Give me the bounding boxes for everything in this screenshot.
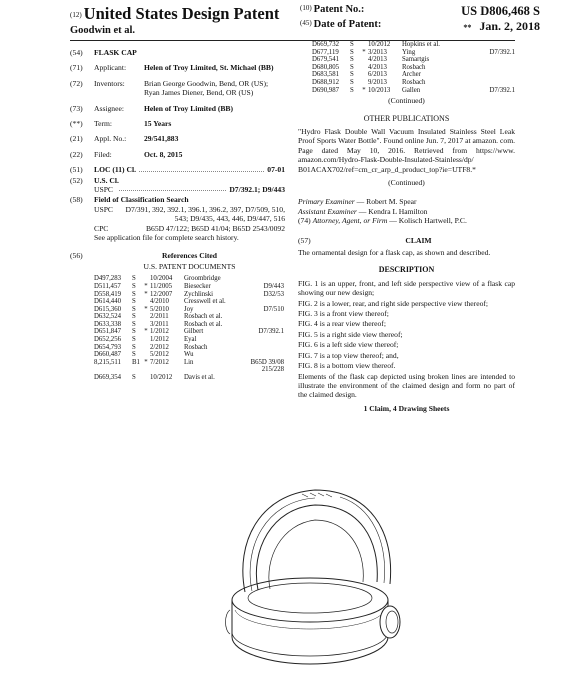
header-right xyxy=(300,4,540,34)
ref-kind: S xyxy=(350,48,354,56)
patent-date-label: Date of Patent: xyxy=(313,19,382,30)
ref-class: D7/392.1 xyxy=(489,86,515,94)
handle-contour xyxy=(250,498,315,591)
ref-patent-number: D688,912 xyxy=(312,78,339,86)
reference-row xyxy=(94,328,284,336)
ref-date: 10/2012 xyxy=(150,374,173,382)
inid-code: (52) xyxy=(70,175,83,185)
description-body xyxy=(298,279,515,400)
patent-title-text: United States Design Patent xyxy=(83,4,280,23)
description-paragraph: FIG. 3 is a front view thereof; xyxy=(298,309,389,319)
field-label: Filed: xyxy=(94,149,112,159)
reference-row xyxy=(94,374,284,382)
references-table-left xyxy=(94,275,284,381)
ref-date: 2/2011 xyxy=(150,313,169,321)
other-publications-title: OTHER PUBLICATIONS xyxy=(363,113,450,123)
ref-kind: S xyxy=(132,282,136,290)
biblio-field xyxy=(70,104,285,113)
reference-row xyxy=(94,344,284,352)
reference-row xyxy=(312,56,515,64)
cpc-label: CPC xyxy=(94,223,109,233)
ref-date: 1/2012 xyxy=(150,328,169,336)
reference-row xyxy=(94,306,284,314)
date-stars: ** xyxy=(463,23,472,32)
field-label: Inventors: xyxy=(94,78,125,88)
ref-cited-by-examiner xyxy=(142,313,150,321)
ref-patent-number: D651,847 xyxy=(94,328,121,336)
references-header xyxy=(70,251,285,260)
field-label: Assignee: xyxy=(94,103,124,113)
ref-inventor: Cresswell et al. xyxy=(184,298,226,306)
field-value: Oct. 8, 2015 xyxy=(144,149,183,159)
field-search-uspc xyxy=(70,205,285,224)
references-title: References Cited xyxy=(162,250,217,260)
ref-kind: S xyxy=(350,71,354,79)
handle-inner-edge xyxy=(256,505,377,590)
ref-date: 4/2010 xyxy=(150,298,169,306)
ref-patent-number: 8,215,511 xyxy=(94,358,121,366)
description-paragraph: FIG. 6 is a left side view thereof; xyxy=(298,340,399,350)
ref-date: 9/2013 xyxy=(368,78,387,86)
ref-class: D9/443 xyxy=(263,282,284,290)
field-label: Appl. No.: xyxy=(94,134,127,144)
inid-code: (56) xyxy=(70,250,83,260)
ref-cited-by-examiner xyxy=(360,71,368,79)
us-cl-value: D7/392.1; D9/443 xyxy=(229,185,285,195)
ref-patent-number: D558,419 xyxy=(94,290,121,298)
ref-class xyxy=(240,374,284,382)
attorney-label: Attorney, Agent, or Firm xyxy=(312,216,388,226)
loc-label: LOC (11) Cl. xyxy=(94,165,136,175)
ref-patent-number: D652,256 xyxy=(94,336,121,344)
reference-row xyxy=(312,49,515,57)
ref-cited-by-examiner xyxy=(142,374,150,382)
ref-date: 3/2011 xyxy=(150,320,169,328)
inid-code: (54) xyxy=(70,48,83,57)
description-paragraph: FIG. 7 is a top view thereof; and, xyxy=(298,350,399,360)
ref-patent-number: D690,987 xyxy=(312,86,339,94)
ref-kind: S xyxy=(350,86,354,94)
claim-header xyxy=(298,236,515,245)
reference-row xyxy=(312,64,515,72)
ref-class xyxy=(240,275,284,283)
uspc-label: USPC xyxy=(94,185,113,195)
primary-examiner-name: — Robert M. Spear xyxy=(356,197,417,207)
loc-field xyxy=(70,165,285,174)
ref-class xyxy=(240,351,284,359)
cap-top-inner-ellipse xyxy=(248,583,372,613)
attorney xyxy=(298,216,515,225)
ref-class xyxy=(240,298,284,306)
dot-leader xyxy=(119,185,226,191)
ref-class xyxy=(240,336,284,344)
patent-date-row xyxy=(300,19,540,34)
ref-kind: S xyxy=(132,328,136,336)
ref-inventor: Gilbert xyxy=(184,328,204,336)
us-cl-uspc-row xyxy=(70,185,285,194)
ref-inventor: Rosbach et al. xyxy=(184,320,223,328)
ref-kind: S xyxy=(132,305,136,313)
field-label: Term: xyxy=(94,119,113,129)
ref-date: 12/2007 xyxy=(150,290,173,298)
ref-cited-by-examiner xyxy=(142,321,150,329)
field-search-note: See application file for complete search history. xyxy=(94,233,239,243)
inid-code: (22) xyxy=(70,149,83,159)
ref-inventor: Davis et al. xyxy=(184,374,215,382)
us-cl-field xyxy=(70,176,285,185)
ref-patent-number: D683,581 xyxy=(312,71,339,79)
ref-date: 3/2013 xyxy=(368,48,387,56)
biblio-field xyxy=(70,150,285,159)
handle-inner-rim xyxy=(269,520,363,589)
uspc-label: USPC xyxy=(94,204,113,214)
ref-kind: S xyxy=(132,298,136,306)
reference-row xyxy=(94,313,284,321)
ref-class xyxy=(470,64,515,72)
ref-inventor: Zychlinski xyxy=(184,290,214,298)
ref-class xyxy=(240,313,284,321)
flask-cap-drawing xyxy=(190,472,430,672)
ref-cited-by-examiner xyxy=(142,351,150,359)
ref-inventor xyxy=(184,366,240,374)
bibliographic-fields xyxy=(70,48,285,159)
field-value: Helen of Troy Limited, St. Michael (BB) xyxy=(144,63,274,73)
ref-date: 5/2012 xyxy=(150,351,169,359)
ref-kind: S xyxy=(132,336,136,344)
description-paragraph: Elements of the flask cap depicted using broken lines are intended to illustrate the environment of the claimed design and form no part of the claimed design. xyxy=(298,371,515,400)
ref-date: 2/2012 xyxy=(150,343,169,351)
side-knob xyxy=(380,606,400,638)
biblio-field xyxy=(70,119,285,128)
primary-examiner xyxy=(298,197,515,206)
reference-row xyxy=(312,87,515,95)
ref-kind: S xyxy=(350,78,354,86)
ref-date: 4/2013 xyxy=(368,56,387,64)
patent-type-title xyxy=(70,4,320,24)
ref-class xyxy=(470,71,515,79)
ref-cited-by-examiner: * xyxy=(362,48,366,56)
assistant-examiner-label: Assistant Examiner xyxy=(298,206,357,216)
cap-band xyxy=(232,632,388,656)
other-publications-text: "Hydro Flask Double Wall Vacuum Insulated Stainless Steel Leak Proof Sports Water Bottle". Found online Jun. 7, 2017 at amazon. com. Page dated May 10, 2016. Retrieved from https://www. amazon.com/Hydro-Flask-Double-Insulated-Stainless/dp/ B01ACAX702/ref=cm_cr_arp_d_product_top?ie=UTF8.* xyxy=(298,126,515,174)
ref-patent-number: D660,487 xyxy=(94,351,121,359)
ref-kind: S xyxy=(132,374,136,382)
ref-class: B65D 39/08 xyxy=(250,358,284,366)
reference-row xyxy=(94,351,284,359)
biblio-field xyxy=(70,48,285,57)
ref-class xyxy=(470,41,515,49)
ref-cited-by-examiner xyxy=(142,366,150,374)
inid-code: (73) xyxy=(70,103,83,113)
inid-code: (72) xyxy=(70,78,83,88)
cap-body xyxy=(232,600,388,664)
references-table-right xyxy=(312,41,515,94)
ref-date: 5/2010 xyxy=(150,305,169,313)
ref-date: 10/2004 xyxy=(150,275,173,283)
field-value: 29/541,883 xyxy=(144,134,179,144)
reference-row xyxy=(94,291,284,299)
reference-row xyxy=(94,336,284,344)
field-value xyxy=(137,48,285,57)
ref-class: 215/228 xyxy=(261,366,284,374)
ref-cited-by-examiner xyxy=(360,64,368,72)
claim-title: CLAIM xyxy=(405,235,432,245)
ref-class: D7/392.1 xyxy=(258,328,284,336)
ref-cited-by-examiner xyxy=(142,336,150,344)
ref-patent-number: D633,338 xyxy=(94,320,121,328)
description-paragraph: FIG. 2 is a lower, rear, and right side perspective view thereof; xyxy=(298,298,489,308)
field-value: Brian George Goodwin, Bend, OR (US); Ryan James Diener, Bend, OR (US) xyxy=(144,78,269,98)
reference-row xyxy=(94,298,284,306)
patent-number-label: Patent No.: xyxy=(313,4,365,15)
ref-inventor: Wu xyxy=(184,351,194,359)
ref-inventor: Gallen xyxy=(402,86,421,94)
ref-kind: S xyxy=(350,41,354,48)
ref-patent-number: D614,440 xyxy=(94,298,121,306)
ref-cited-by-examiner xyxy=(142,344,150,352)
ref-cited-by-examiner xyxy=(142,298,150,306)
ref-cited-by-examiner xyxy=(360,56,368,64)
reference-row xyxy=(312,79,515,87)
field-search-cpc-value: B65D 47/122; B65D 41/04; B65D 2543/0092 xyxy=(145,223,285,233)
other-publications-continued: (Continued) xyxy=(388,178,425,187)
assistant-examiner xyxy=(298,207,515,216)
field-label: Applicant: xyxy=(94,63,127,73)
inid-code: (10) xyxy=(300,4,312,12)
references-continued: (Continued) xyxy=(388,96,425,106)
field-search-title xyxy=(70,195,285,204)
ref-date: 1/2012 xyxy=(150,336,169,344)
ref-date: 10/2013 xyxy=(368,86,391,94)
ref-date: 10/2012 xyxy=(368,41,391,48)
handle-contour xyxy=(340,497,385,583)
ref-patent-number xyxy=(94,366,132,374)
cap-top-ellipse xyxy=(232,578,388,622)
ref-cited-by-examiner xyxy=(142,275,150,283)
ref-date xyxy=(150,366,184,374)
patent-date: Jan. 2, 2018 xyxy=(479,19,540,33)
reference-row xyxy=(94,321,284,329)
ref-kind xyxy=(132,366,142,374)
biblio-field xyxy=(70,134,285,143)
header-left xyxy=(70,4,320,36)
biblio-field xyxy=(70,79,285,98)
ref-inventor: Groombridge xyxy=(184,275,221,283)
ref-date: 11/2005 xyxy=(150,282,173,290)
description-paragraph: FIG. 5 is a right side view thereof; xyxy=(298,329,403,339)
ref-cited-by-examiner: * xyxy=(362,86,366,94)
inid-code: (**) xyxy=(70,119,83,129)
ref-class: D32/53 xyxy=(263,290,284,298)
ref-inventor: Hopkins et al. xyxy=(402,41,440,48)
ref-patent-number: D511,457 xyxy=(94,282,121,290)
ref-cited-by-examiner: * xyxy=(144,282,148,290)
field-value: Helen of Troy Limited (BB) xyxy=(144,103,234,113)
inid-code: (74) xyxy=(298,216,311,226)
ref-kind: S xyxy=(132,275,136,283)
description-title: DESCRIPTION xyxy=(378,265,435,275)
ref-cited-by-examiner: * xyxy=(144,358,148,366)
ref-kind: S xyxy=(132,290,136,298)
inid-code: (12) xyxy=(70,11,82,19)
ref-cited-by-examiner: * xyxy=(144,328,148,336)
patent-number: US D806,468 S xyxy=(461,4,540,18)
inid-code: (57) xyxy=(298,235,311,245)
ref-patent-number: D677,119 xyxy=(312,48,339,56)
reference-row xyxy=(94,366,284,374)
ref-patent-number: D669,354 xyxy=(94,374,121,382)
ref-class: D7/392.1 xyxy=(489,48,515,56)
reference-row xyxy=(94,359,284,367)
ref-kind: B1 xyxy=(132,358,140,366)
ref-inventor: Samartgis xyxy=(402,56,430,64)
right-column xyxy=(298,41,515,413)
ref-inventor: Rosbach et al. xyxy=(184,313,223,321)
field-label: FLASK CAP xyxy=(94,48,137,57)
ref-inventor: Archer xyxy=(402,71,421,79)
ref-kind: S xyxy=(132,320,136,328)
ref-kind: S xyxy=(132,313,136,321)
inid-code: (45) xyxy=(300,19,312,27)
inid-code: (71) xyxy=(70,63,83,73)
ref-patent-number: D632,524 xyxy=(94,313,121,321)
ref-class xyxy=(240,344,284,352)
ref-cited-by-examiner xyxy=(360,79,368,87)
description-paragraph: FIG. 1 is an upper, front, and left side perspective view of a flask cap showing our new design; xyxy=(298,278,515,298)
left-knob xyxy=(226,610,231,634)
ref-class: D7/510 xyxy=(263,305,284,313)
field-search-label: Field of Classification Search xyxy=(94,195,189,205)
inid-code: (51) xyxy=(70,165,83,175)
description-paragraph: FIG. 8 is a bottom view thereof. xyxy=(298,361,396,371)
ref-date: 7/2012 xyxy=(150,358,169,366)
us-cl-label: U.S. Cl. xyxy=(94,175,119,185)
ref-class xyxy=(240,321,284,329)
handle-grip-marks xyxy=(302,493,332,497)
ref-inventor: Rosbach xyxy=(402,63,426,71)
ref-inventor: Biesecker xyxy=(184,282,211,290)
inid-code: (21) xyxy=(70,134,83,144)
ref-kind: S xyxy=(132,351,136,359)
references-subtitle: U.S. PATENT DOCUMENTS xyxy=(143,261,236,271)
patent-number-row xyxy=(300,4,540,19)
ref-patent-number: D615,360 xyxy=(94,305,121,313)
ref-inventor: Lin xyxy=(184,358,194,366)
ref-kind: S xyxy=(350,63,354,71)
ref-patent-number: D654,793 xyxy=(94,343,121,351)
field-search-cpc xyxy=(70,224,285,233)
field-value: 15 Years xyxy=(144,119,172,129)
ref-class xyxy=(470,79,515,87)
biblio-field xyxy=(70,63,285,72)
field-search-uspc-value: D7/391, 392, 392.1, 396.1, 396.2, 397, D7/509, 510, 543; D9/435, 443, 446, D9/447, 516 xyxy=(125,204,285,224)
ref-date: 6/2013 xyxy=(368,71,387,79)
ref-kind: S xyxy=(350,56,354,64)
description-paragraph: FIG. 4 is a rear view thereof; xyxy=(298,319,386,329)
left-column xyxy=(70,48,285,382)
ref-cited-by-examiner: * xyxy=(144,290,148,298)
claims-sheets-footer: 1 Claim, 4 Drawing Sheets xyxy=(363,403,450,413)
reference-row xyxy=(312,71,515,79)
primary-examiner-label: Primary Examiner xyxy=(298,197,355,207)
attorney-name: — Kolisch Hartwell, P.C. xyxy=(389,216,467,226)
ref-patent-number: D669,732 xyxy=(312,41,339,48)
ref-patent-number: D680,805 xyxy=(312,63,339,71)
claim-text: The ornamental design for a flask cap, as shown and described. xyxy=(298,248,491,258)
loc-value: 07-01 xyxy=(267,165,285,175)
ref-inventor: Rosbach xyxy=(402,78,426,86)
dot-leader xyxy=(139,165,264,171)
inid-code: (58) xyxy=(70,195,83,205)
ref-inventor: Eyal xyxy=(184,336,197,344)
ref-date: 4/2013 xyxy=(368,63,387,71)
ref-inventor: Rosbach xyxy=(184,343,208,351)
reference-row xyxy=(94,275,284,283)
ref-class xyxy=(470,56,515,64)
assistant-examiner-name: — Kendra L Hamilton xyxy=(358,206,428,216)
ref-inventor: Ying xyxy=(402,48,416,56)
ref-kind: S xyxy=(132,343,136,351)
inventors-short: Goodwin et al. xyxy=(70,25,136,36)
reference-row xyxy=(94,283,284,291)
ref-cited-by-examiner xyxy=(360,41,368,49)
ref-patent-number: D497,283 xyxy=(94,275,121,283)
reference-row xyxy=(312,41,515,49)
ref-cited-by-examiner: * xyxy=(144,305,148,313)
ref-patent-number: D679,541 xyxy=(312,56,339,64)
ref-inventor: Joy xyxy=(184,305,194,313)
